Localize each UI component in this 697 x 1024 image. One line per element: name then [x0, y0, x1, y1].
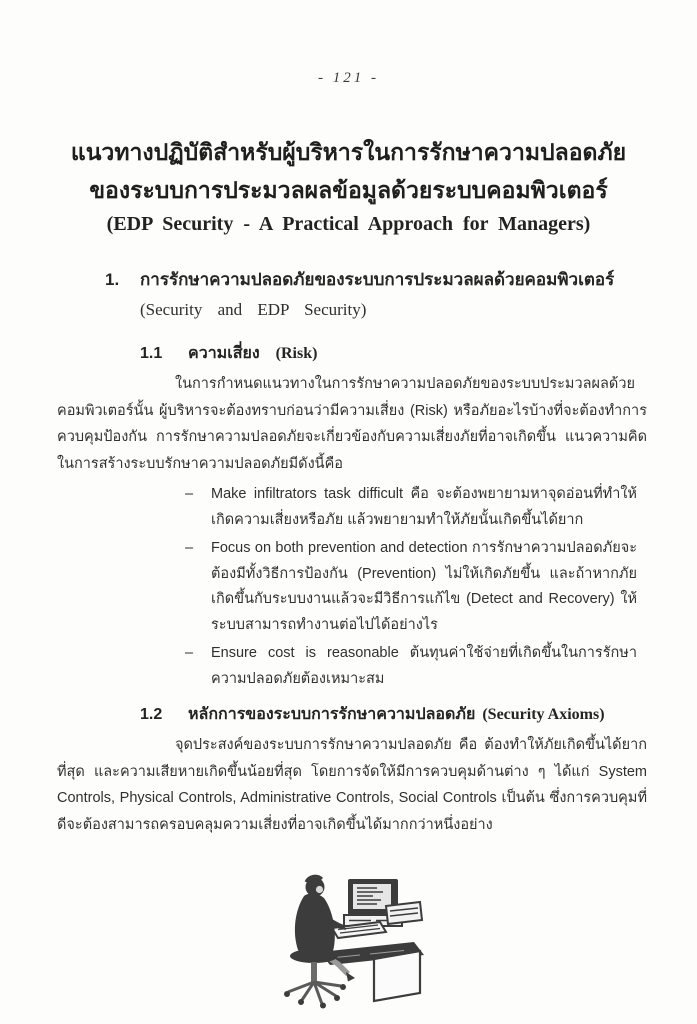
section-1-1-heading	[140, 342, 647, 365]
illustration-container	[0, 866, 697, 1016]
bullet-dash: –	[185, 540, 194, 556]
printer-icon	[386, 902, 422, 924]
section-1-2-paragraph: จุดประสงค์ของระบบการรักษาความปลอดภัย คือ ต้องทำให้ภัยเกิดขึ้นได้ยากที่สุด และความเสียหายเกิดขึ้นน้อยที่สุด โดยการจัดให้มีการควบคุมด้านต่าง ๆ ได้แก่ System Controls, Physical Controls, Administrative Controls, Social Controls เป็นต้น ซึ่งการควบคุมที่ดีจะต้องสามารถครอบคลุมความเสี่ยงที่อาจเกิดขึ้นได้มากกว่าหนึ่งอย่าง	[57, 737, 647, 833]
section-1-subtitle: (Security and EDP Security)	[140, 300, 367, 319]
section-1	[105, 266, 647, 320]
desk-icon	[320, 942, 424, 1001]
woman-at-computer-illustration	[274, 866, 424, 1011]
page-number: - 121 -	[318, 70, 379, 86]
document-title-line2: ของระบบการประมวลผลข้อมูลด้วยระบบคอมพิวเตอร์	[89, 177, 608, 203]
section-1-1-paragraph: ในการกำหนดแนวทางในการรักษาความปลอดภัยของระบบประมวลผลด้วยคอมพิวเตอร์นั้น ผู้บริหารจะต้องทราบก่อนว่ามีความเสี่ยง (Risk) หรือภัยอะไรบ้างที่จะต้องทำการควบคุมป้องกัน การรักษาความปลอดภัยจะเกี่ยวข้องกับความเสี่ยงภัยที่อาจเกิดขึ้น แนวความคิดในการสร้างระบบรักษาความปลอดภัยมีดังนี้คือ	[57, 376, 647, 472]
section-1-number: 1.	[105, 270, 120, 289]
bullet-text: Ensure cost is reasonable ต้นทุนค่าใช้จ่ายที่เกิดขึ้นในการรักษาความปลอดภัยต้องเหมาะสม	[211, 645, 637, 687]
section-1-heading	[105, 266, 647, 293]
bullet-text: Focus on both prevention and detection การรักษาความปลอดภัยจะต้องมีทั้งวิธีการป้องกัน (Prevention) ไม่ให้เกิดภัยขึ้น และถ้าหากภัยเกิดขึ้นกับระบบงานแล้วจะมีวิธีการแก้ไข (Detect and Recovery) ให้ระบบสามารถทำงานต่อไปได้อย่างไร	[211, 540, 637, 633]
bullet-dash: –	[185, 645, 194, 661]
section-1-1-title: ความเสี่ยง	[188, 345, 260, 362]
bullet-item	[185, 482, 637, 533]
bullet-item	[185, 536, 637, 638]
bullet-text: Make infiltrators task difficult คือ จะต้องพยายามหาจุดอ่อนที่ทำให้เกิดความเสี่ยงหรือภัย แล้วพยายามทำให้ภัยนั้นเกิดขึ้นได้ยาก	[211, 486, 637, 528]
section-1-1-title-english: (Risk)	[275, 345, 318, 362]
document-title	[0, 133, 697, 209]
section-1-2-title: หลักการของระบบการรักษาความปลอดภัย	[188, 706, 476, 723]
bullet-item	[185, 641, 637, 692]
bullet-dash: –	[185, 486, 194, 502]
section-1-2-title-english: (Security Axioms)	[482, 706, 605, 723]
document-title-english: (EDP Security - A Practical Approach for Managers)	[106, 213, 591, 235]
section-1-title: การรักษาความปลอดภัยของระบบการประมวลผลด้วยคอมพิวเตอร์	[140, 270, 615, 289]
bullet-list	[185, 482, 637, 692]
section-1-2-number: 1.2	[140, 706, 163, 723]
document-title-line1: แนวทางปฏิบัติสำหรับผู้บริหารในการรักษาความปลอดภัย	[70, 139, 627, 165]
section-1-2-heading	[140, 703, 647, 726]
office-chair-icon	[284, 949, 346, 1009]
section-1-1-number: 1.1	[140, 345, 163, 362]
